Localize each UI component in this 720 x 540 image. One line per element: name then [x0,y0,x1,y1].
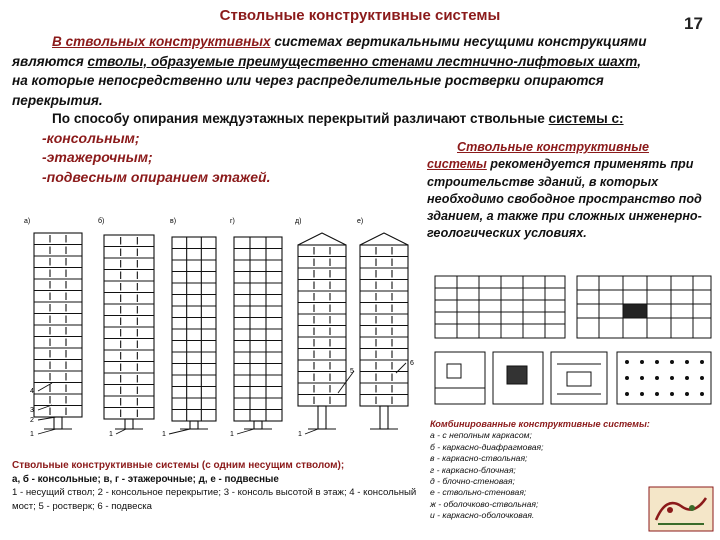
callout-number: 5 [350,368,354,375]
caption-legend: 1 - несущий ствол; 2 - консольное перекрытие; 3 - консоль высотой в этаж; 4 - консольный мост; 5 - ростверк; 6 - подвеска [12,487,417,512]
combined-system-item: б - каркасно-диафрагмовая; [430,441,544,452]
callout-number: 3 [30,407,34,414]
building-scheme [172,237,216,429]
page-number: 17 [684,14,703,33]
callout-leader [38,429,56,434]
building-scheme [298,233,346,429]
combined-systems-figure [427,268,719,416]
combined-system-item: и - каркасно-оболочковая. [430,510,535,521]
combined-system-item: ж - оболочково-ствольная; [430,498,539,509]
ways-underlined: системы с: [548,111,624,126]
callout-leader [116,429,126,434]
callout-leader [169,429,190,434]
plan-scheme-diaphragm [577,276,711,338]
core-stem [54,417,62,429]
core-stem [380,406,388,429]
recommendation-lead: Ствольные конструктивные системы [427,140,649,172]
plan-scheme-frame [435,276,565,338]
core-systems-caption [12,459,422,513]
panel-label: б) [98,218,105,225]
combined-system-item: г - каркасно-блочная; [430,464,516,475]
panel-label: е) [357,218,364,225]
roof-truss [360,233,408,245]
intro-paragraph [12,32,652,110]
system-type-item: -этажерочным; [42,149,153,165]
callout-number: 2 [30,417,34,424]
intro-text-1: системах вертикальными несущими конструкциями являются [12,34,647,69]
intro-underlined: стволы, образуемые преимущественно стенами лестнично-лифтовых шахт [87,53,638,69]
callout-number: 4 [30,388,34,395]
panel-label: а) [24,218,31,225]
caption-title: Ствольные конструктивные системы (с одним несущим стволом); [12,460,345,471]
combined-caption-title: Комбинированные конструктивные системы: [430,419,650,429]
panel-label: д) [295,218,302,225]
callout-leader [305,429,318,434]
callout-number: 1 [298,431,302,438]
building-scheme [360,233,408,429]
core-stem [254,421,262,429]
core-systems-figure [12,205,420,460]
callout-number: 6 [410,360,414,367]
callout-number: 1 [230,431,234,438]
ways-text: По способу опирания междуэтажных перекрытий различают ствольные [52,111,549,126]
building-scheme [104,235,154,429]
building-scheme [34,233,82,429]
system-type-item: -подвесным опиранием этажей. [42,168,271,185]
page-title: Ствольные конструктивные системы [219,7,501,24]
callout-number: 1 [30,431,34,438]
core-stem [190,421,198,429]
intro-lead: В ствольных конструктивных [52,34,271,49]
building-scheme [234,237,282,429]
plan-scheme-cores [435,352,711,404]
caption-types: а, б - консольные; в, г - этажерочные; д, е - подвесные [12,473,279,485]
combined-system-item: а - с неполным каркасом; [430,430,532,441]
callout-number: 1 [162,431,166,438]
intro-text-2: , на которые непосредственно или через распределительные ростверки опираются перекрытия. [12,53,641,108]
system-type-item: -консольным; [42,129,140,146]
roof-truss [298,233,346,245]
combined-system-item: е - ствольно-стеновая; [430,487,527,498]
panel-label: в) [170,218,177,225]
decorative-logo [648,486,714,532]
panel-label: г) [230,218,235,225]
recommendation-paragraph [427,139,712,243]
core-stem [125,419,133,429]
callout-number: 1 [109,431,113,438]
recommendation-text: рекомендуется применять при строительстве зданий, в которых необходимо свободное пространство под зданием, а также при сложных инженерно-геологических условиях. [427,157,702,241]
callout-leader [237,429,254,434]
core-stem [318,406,326,429]
combined-system-item: д - блочно-стеновая; [430,476,515,487]
combined-system-item: в - каркасно-ствольная; [430,453,528,464]
